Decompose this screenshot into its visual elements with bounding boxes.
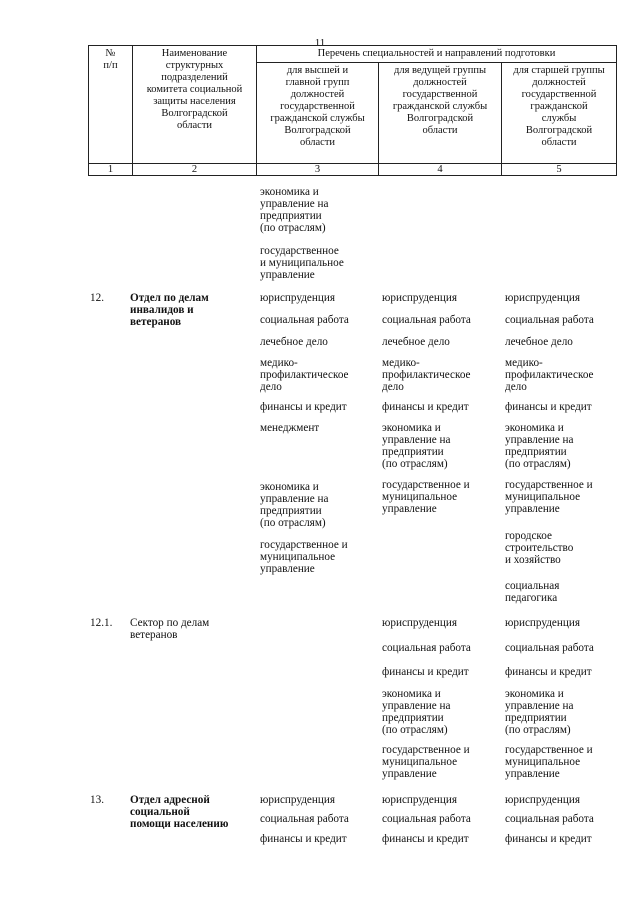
specialty-cell: медико- профилактическое дело bbox=[382, 357, 471, 393]
specialty-cell: юриспруденция bbox=[382, 292, 457, 304]
specialty-cell: экономика и управление на предприятии (по отраслям) bbox=[382, 688, 451, 736]
specialty-cell: финансы и кредит bbox=[382, 833, 469, 845]
specialty-cell: социальная работа bbox=[260, 314, 349, 326]
specialty-cell: экономика и управление на предприятии (по отраслям) bbox=[505, 688, 574, 736]
specialty-cell: социальная работа bbox=[382, 813, 471, 825]
specialty-cell: юриспруденция bbox=[505, 794, 580, 806]
header-col-number: № п/п bbox=[89, 46, 133, 164]
specialty-cell: лечебное дело bbox=[505, 336, 573, 348]
subdivision-name: Отдел адресной социальной помощи населению bbox=[130, 794, 229, 830]
specialty-cell: менеджмент bbox=[260, 422, 320, 434]
subdivision-name: Отдел по делам инвалидов и ветеранов bbox=[130, 292, 209, 328]
specialty-cell: социальная работа bbox=[505, 314, 594, 326]
specialty-cell: юриспруденция bbox=[260, 292, 335, 304]
specialty-cell: медико- профилактическое дело bbox=[505, 357, 594, 393]
header-col-highest-group: для высшей и главной групп должностей государственной гражданской службы Волгоградской области bbox=[257, 63, 379, 164]
specialty-cell: государственное и муниципальное управление bbox=[382, 744, 470, 780]
specialty-cell: финансы и кредит bbox=[260, 833, 347, 845]
header-table bbox=[88, 45, 617, 176]
specialty-cell: социальная работа bbox=[382, 314, 471, 326]
specialty-cell: медико- профилактическое дело bbox=[260, 357, 349, 393]
column-number: 2 bbox=[133, 164, 257, 176]
specialty-cell: социальная работа bbox=[505, 813, 594, 825]
specialty-cell: финансы и кредит bbox=[505, 666, 592, 678]
specialty-cell: юриспруденция bbox=[505, 617, 580, 629]
subdivision-name: Сектор по делам ветеранов bbox=[130, 617, 210, 641]
specialty-cell: государственное и муниципальное управление bbox=[260, 539, 348, 575]
specialty-cell: лечебное дело bbox=[382, 336, 450, 348]
column-number: 1 bbox=[89, 164, 133, 176]
specialty-cell: государственное и муниципальное управление bbox=[260, 245, 344, 281]
column-number: 5 bbox=[502, 164, 617, 176]
specialty-cell: лечебное дело bbox=[260, 336, 328, 348]
specialty-cell: государственное и муниципальное управление bbox=[505, 479, 593, 515]
specialty-cell: социальная работа bbox=[505, 642, 594, 654]
specialty-cell: социальная работа bbox=[260, 813, 349, 825]
specialty-cell: социальная работа bbox=[382, 642, 471, 654]
specialty-cell: государственное и муниципальное управление bbox=[382, 479, 470, 515]
specialty-cell: экономика и управление на предприятии (по отраслям) bbox=[260, 186, 329, 234]
specialty-cell: финансы и кредит bbox=[505, 833, 592, 845]
specialty-cell: финансы и кредит bbox=[382, 666, 469, 678]
row-number: 12. bbox=[90, 292, 104, 304]
specialty-cell: городское строительство и хозяйство bbox=[505, 530, 574, 566]
specialty-cell: государственное и муниципальное управление bbox=[505, 744, 593, 780]
specialty-cell: экономика и управление на предприятии (по отраслям) bbox=[260, 481, 329, 529]
row-number: 13. bbox=[90, 794, 104, 806]
specialty-cell: юриспруденция bbox=[382, 794, 457, 806]
column-number: 3 bbox=[257, 164, 379, 176]
specialty-cell: юриспруденция bbox=[260, 794, 335, 806]
column-number: 4 bbox=[379, 164, 502, 176]
specialty-cell: социальная педагогика bbox=[505, 580, 560, 604]
specialty-cell: финансы и кредит bbox=[382, 401, 469, 413]
header-col-subdivision: Наименование структурных подразделений комитета социальной защиты населения Волгоградской области bbox=[133, 46, 257, 164]
specialty-cell: экономика и управление на предприятии (по отраслям) bbox=[382, 422, 451, 470]
specialty-cell: экономика и управление на предприятии (по отраслям) bbox=[505, 422, 574, 470]
specialty-cell: финансы и кредит bbox=[260, 401, 347, 413]
header-col-leading-group: для ведущей группы должностей государственной гражданской службы Волгоградской области bbox=[379, 63, 502, 164]
specialty-cell: финансы и кредит bbox=[505, 401, 592, 413]
page-number: 11 bbox=[314, 37, 326, 49]
row-number: 12.1. bbox=[90, 617, 113, 629]
header-col-senior-group: для старшей группы должностей государственной гражданской службы Волгоградской области bbox=[502, 63, 617, 164]
specialty-cell: юриспруденция bbox=[382, 617, 457, 629]
header-col-specialties: Перечень специальностей и направлений подготовки bbox=[257, 46, 617, 63]
specialty-cell: юриспруденция bbox=[505, 292, 580, 304]
